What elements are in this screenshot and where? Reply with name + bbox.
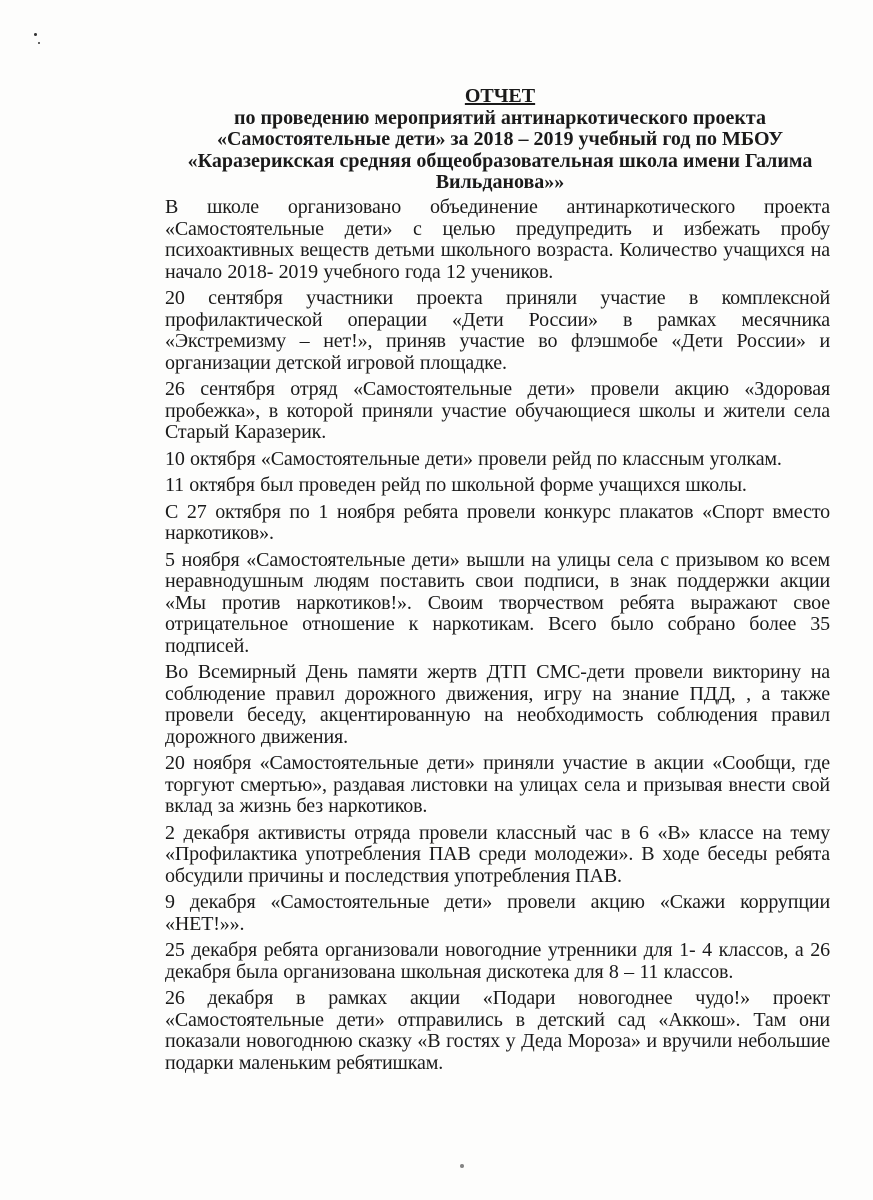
report-subtitle-line-2: «Самостоятельные дети» за 2018 – 2019 учебный год по МБОУ bbox=[216, 128, 784, 150]
paragraph-dec-2: 2 декабря активисты отряда провели классный час в 6 «В» классе на тему «Профилактика употребления ПАВ среди молодежи». В ходе беседы ребята обсудили причины и последствия употребления ПАВ. bbox=[165, 821, 830, 887]
report-header bbox=[150, 86, 850, 194]
paragraph-sep-20: 20 сентября участники проекта приняли участие в комплексной профилактической операции «Дети России» в рамках месячника «Экстремизму – нет!», приняв участие во флэшмобе «Дети России» и организации детской игровой площадке. bbox=[165, 287, 830, 374]
report-subtitle-line-3: «Каразерикская средняя общеобразовательная школа имени Галима bbox=[187, 149, 813, 172]
paragraph-intro: В школе организовано объединение антинаркотического проекта «Самостоятельные дети» с целью предупредить и избежать пробу психоактивных веществ детьми школьного возраста. Количество учащихся на начало 2018- 2019 учебного года 12 учеников. bbox=[165, 196, 830, 283]
paragraph-dec-26: 26 декабря в рамках акции «Подари новогоднее чудо!» проект «Самостоятельные дети» отправились в детский сад «Аккош». Там они показали новогоднюю сказку «В гостях у Деда Мороза» и вручили небольшие подарки маленьким ребятишкам. bbox=[165, 987, 830, 1074]
report-title: ОТЧЕТ bbox=[464, 85, 536, 107]
report-body bbox=[165, 197, 830, 1079]
paragraph-nov-5: 5 ноября «Самостоятельные дети» вышли на улицы села с призывом ко всем неравнодушным людям поставить свои подписи, в знак поддержки акции «Мы против наркотиков!». Своим творчеством ребята выражают свое отрицательное отношение к наркотикам. Всего было собрано более 35 подписей. bbox=[165, 548, 830, 657]
paragraph-road-safety: Во Всемирный День памяти жертв ДТП СМС-дети провели викторину на соблюдение правил дорожного движения, игру на знание ПДД, , а также провели беседу, акцентированную на необходимость соблюдения правил дорожного движения. bbox=[165, 661, 830, 748]
scan-speck bbox=[460, 1164, 464, 1168]
scan-speck bbox=[38, 42, 40, 44]
paragraph-oct-10: 10 октября «Самостоятельные дети» провели рейд по классным уголкам. bbox=[165, 447, 782, 470]
paragraph-dec-9: 9 декабря «Самостоятельные дети» провели акцию «Скажи коррупции «НЕТ!»». bbox=[165, 891, 830, 935]
paragraph-dec-25: 25 декабря ребята организовали новогодние утренники для 1- 4 классов, а 26 декабря была организована школьная дискотека для 8 – 11 классов. bbox=[165, 939, 830, 983]
paragraph-oct-11: 11 октября был проведен рейд по школьной форме учащихся школы. bbox=[165, 474, 747, 496]
report-subtitle-line-4: Вильданова»» bbox=[435, 171, 565, 193]
paragraph-oct-27: С 27 октября по 1 ноября ребята провели конкурс плакатов «Спорт вместо наркотиков». bbox=[165, 500, 830, 544]
scan-speck bbox=[34, 33, 37, 36]
report-subtitle-line-1: по проведению мероприятий антинаркотического проекта bbox=[234, 106, 766, 129]
paragraph-nov-20: 20 ноября «Самостоятельные дети» приняли участие в акции «Сообщи, где торгуют смертью», раздавая листовки на улицах села и призывая внести свой вклад за жизнь без наркотиков. bbox=[165, 752, 830, 817]
paragraph-sep-26: 26 сентября отряд «Самостоятельные дети» провели акцию «Здоровая пробежка», в которой приняли участие обучающиеся школы и жители села Старый Каразерик. bbox=[165, 378, 830, 443]
